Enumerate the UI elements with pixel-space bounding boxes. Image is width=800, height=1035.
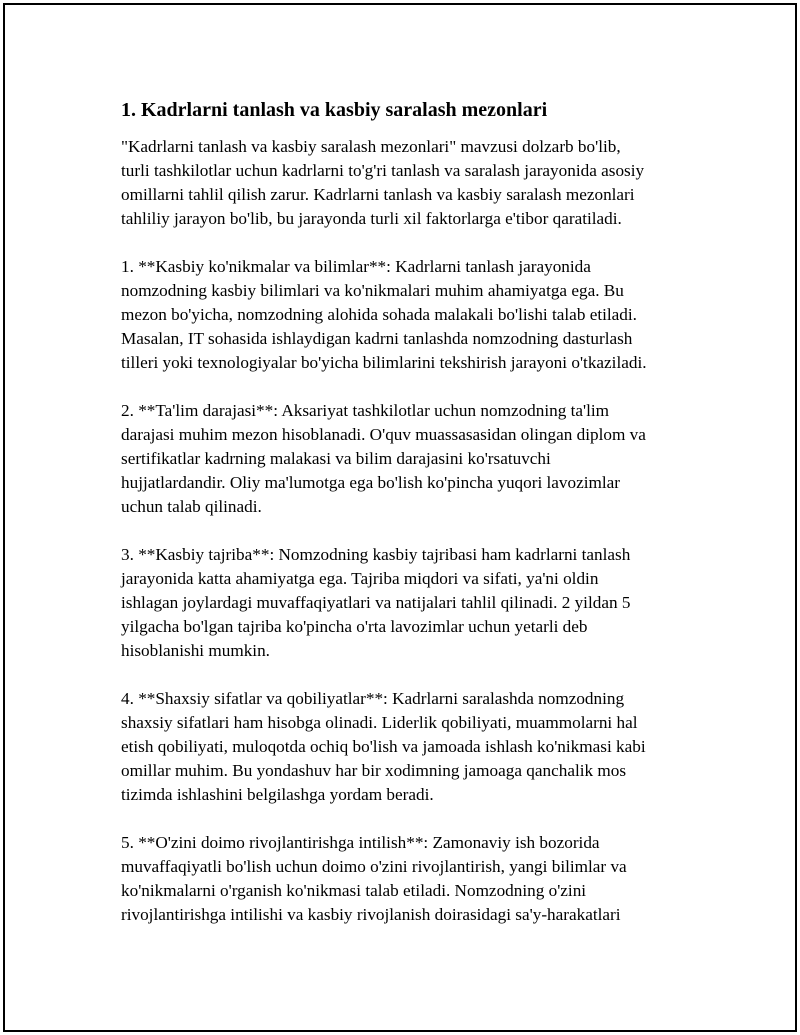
text-line: tilleri yoki texnologiyalar bo'yicha bilimlarini tekshirish jarayoni o'tkaziladi. (121, 353, 647, 372)
text-line: etish qobiliyati, muloqotda ochiq bo'lish va jamoada ishlash ko'nikmasi kabi (121, 737, 646, 756)
paragraph-shaxsiy-sifatlar (121, 687, 691, 807)
text-line: shaxsiy sifatlari ham hisobga olinadi. Liderlik qobiliyati, muammolarni hal (121, 713, 638, 732)
text-line: darajasi muhim mezon hisoblanadi. O'quv muassasasidan olingan diplom va (121, 425, 646, 444)
text-line: 3. **Kasbiy tajriba**: Nomzodning kasbiy tajribasi ham kadrlarni tanlash (121, 545, 631, 564)
paragraph-kasbiy-konikmalar (121, 255, 691, 375)
intro-paragraph (121, 135, 691, 231)
text-line: ko'nikmalarni o'rganish ko'nikmasi talab etiladi. Nomzodning o'zini (121, 881, 587, 900)
text-line: 5. **O'zini doimo rivojlantirishga intilish**: Zamonaviy ish bozorida (121, 833, 600, 852)
text-line: yilgacha bo'lgan tajriba ko'pincha o'rta lavozimlar uchun yetarli deb (121, 617, 588, 636)
text-line: uchun talab qilinadi. (121, 497, 262, 516)
document-body (121, 97, 691, 951)
page-frame (3, 3, 797, 1032)
paragraph-talim-darajasi (121, 399, 691, 519)
text-line: jarayonida katta ahamiyatga ega. Tajriba miqdori va sifati, ya'ni oldin (121, 569, 599, 588)
text-line: hujjatlardandir. Oliy ma'lumotga ega bo'lish ko'pincha yuqori lavozimlar (121, 473, 621, 492)
text-line: rivojlantirishga intilishi va kasbiy rivojlanish doirasidagi sa'y-harakatlari (121, 905, 621, 924)
text-line: tahliliy jarayon bo'lib, bu jarayonda turli xil faktorlarga e'tibor qaratiladi. (121, 209, 622, 228)
text-line: muvaffaqiyatli bo'lish uchun doimo o'zini rivojlantirish, yangi bilimlar va (121, 857, 627, 876)
text-line: 4. **Shaxsiy sifatlar va qobiliyatlar**: Kadrlarni saralashda nomzodning (121, 689, 625, 708)
paragraph-kasbiy-tajriba (121, 543, 691, 663)
text-line: tizimda ishlashini belgilashga yordam beradi. (121, 785, 434, 804)
document-title: 1. Kadrlarni tanlash va kasbiy saralash mezonlari (121, 99, 548, 121)
text-line: nomzodning kasbiy bilimlari va ko'nikmalari muhim ahamiyatga ega. Bu (121, 281, 624, 300)
text-line: omillarni tahlil qilish zarur. Kadrlarni tanlash va kasbiy saralash mezonlari (121, 185, 635, 204)
text-line: omillar muhim. Bu yondashuv har bir xodimning jamoaga qanchalik mos (121, 761, 627, 780)
text-line: "Kadrlarni tanlash va kasbiy saralash mezonlari" mavzusi dolzarb bo'lib, (121, 137, 621, 156)
text-line: ishlagan joylardagi muvaffaqiyatlari va natijalari tahlil qilinadi. 2 yildan 5 (121, 593, 631, 612)
text-line: sertifikatlar kadrning malakasi va bilim darajasini ko'rsatuvchi (121, 449, 551, 468)
text-line: mezon bo'yicha, nomzodning alohida sohada malakali bo'lishi talab etiladi. (121, 305, 637, 324)
text-line: hisoblanishi mumkin. (121, 641, 270, 660)
text-line: turli tashkilotlar uchun kadrlarni to'g'ri tanlash va saralash jarayonida asosiy (121, 161, 645, 180)
paragraph-rivojlantirish (121, 831, 691, 927)
text-line: 1. **Kasbiy ko'nikmalar va bilimlar**: Kadrlarni tanlash jarayonida (121, 257, 591, 276)
text-line: 2. **Ta'lim darajasi**: Aksariyat tashkilotlar uchun nomzodning ta'lim (121, 401, 610, 420)
text-line: Masalan, IT sohasida ishlaydigan kadrni tanlashda nomzodning dasturlash (121, 329, 633, 348)
